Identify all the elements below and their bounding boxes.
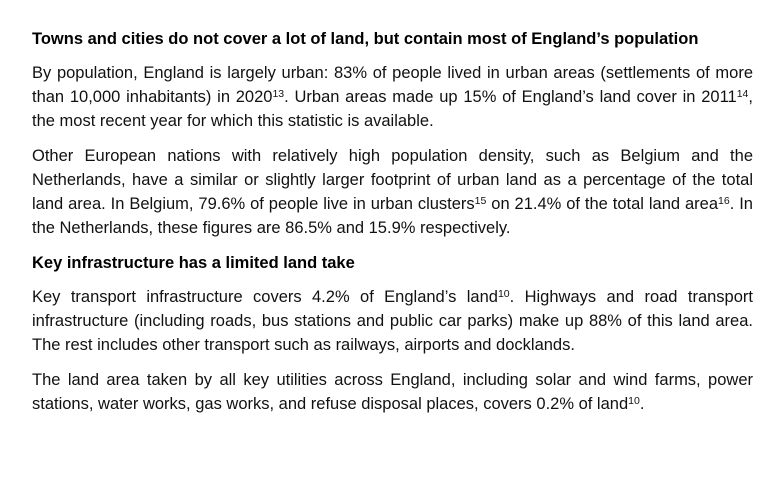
paragraph-text: Other European nations with relatively high population density, such as Belgium and the Netherlands, have a similar or slightly larger footprint of urban land as a percentage of the total land area. In Belgium, 79.6% of people live in urban clusters [32,147,753,213]
paragraph-transport-infrastructure [32,285,753,357]
section-heading-towns-cities: Towns and cities do not cover a lot of land, but contain most of England’s population [32,30,699,48]
paragraph-text: on 21.4% of the total land area [486,195,719,213]
paragraph-text: . Urban areas made up 15% of England’s land cover in 2011 [284,88,737,106]
paragraph-text: Key transport infrastructure covers 4.2% of England’s land [32,288,498,306]
paragraph-urban-population [32,61,753,133]
paragraph-text: The land area taken by all key utilities across England, including solar and wind farms, power stations, water works, gas works, and refuse disposal places, covers 0.2% of land [32,371,753,413]
paragraph-text: , the most recent year for which this statistic is available. [32,88,753,130]
footnote-ref-13: 13 [272,88,285,100]
section-heading-key-infrastructure: Key infrastructure has a limited land take [32,254,355,272]
footnote-ref-10: 10 [628,395,640,407]
footnote-ref-14: 14 [736,88,749,100]
paragraph-text: By population, England is largely urban: 83% of people lived in urban areas (settlements of more than 10,000 inhabitants) in 2020 [32,64,753,106]
footnote-ref-10: 10 [497,288,510,300]
footnote-ref-16: 16 [718,195,730,207]
paragraph-key-utilities [32,368,753,416]
footnote-ref-15: 15 [474,195,487,207]
paragraph-text: . In the Netherlands, these figures are 86.5% and 15.9% respectively. [32,195,753,237]
paragraph-european-comparison [32,144,753,240]
paragraph-text: . [639,395,645,413]
paragraph-text: . Highways and road transport infrastructure (including roads, bus stations and public car parks) make up 88% of this land area. The rest includes other transport such as railways, airports and docklands. [32,288,753,354]
